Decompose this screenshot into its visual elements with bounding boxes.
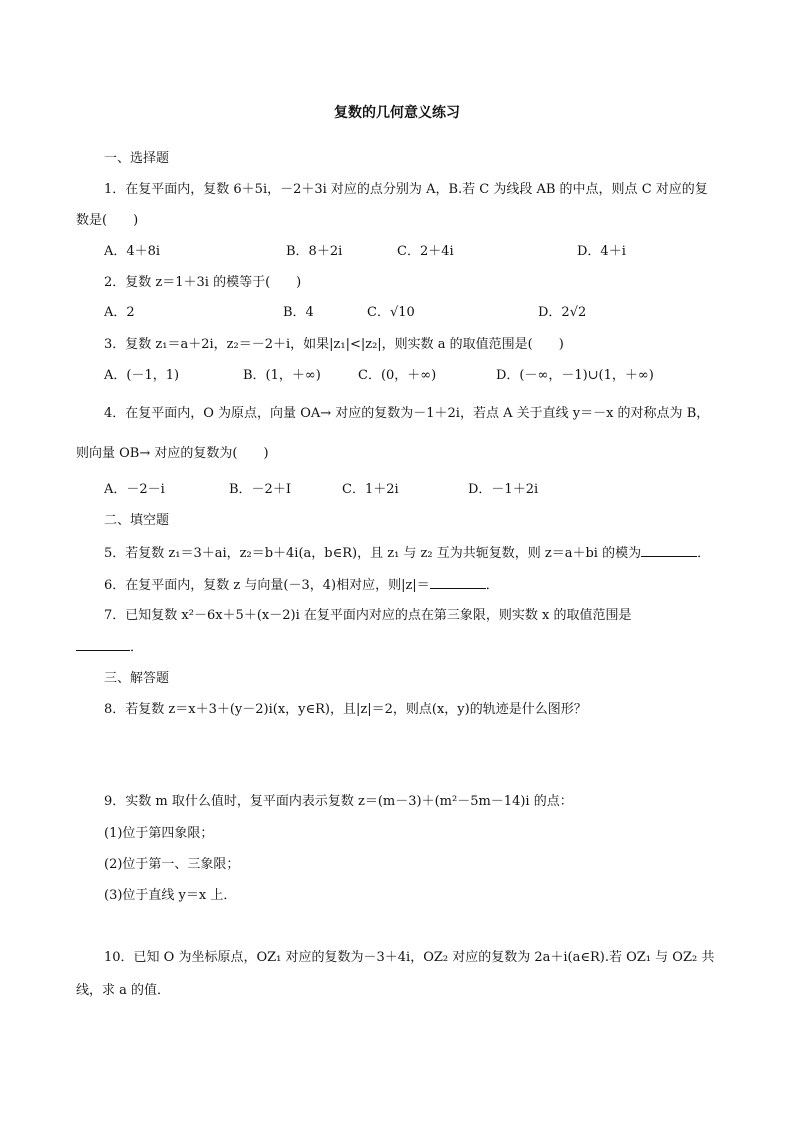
question-3-option-d: D．(－∞，－1)∪(1，＋∞) [496, 368, 654, 383]
question-4-line-1: 4．在复平面内，O 为原点，向量 OA→ 对应的复数为－1＋2i，若点 A 关于直线 y＝－x 的对称点为 B， [104, 406, 710, 421]
question-7-line-2 [76, 638, 143, 657]
question-3-option-b: B．(1，＋∞) [243, 368, 321, 383]
section-heading-choice: 一、选择题 [104, 151, 170, 166]
question-4-option-a: A．－2－i [104, 482, 165, 497]
question-6-end: ． [485, 578, 499, 593]
question-9-part-2: (2)位于第一、三象限； [104, 857, 240, 872]
question-9-part-1: (1)位于第四象限； [104, 826, 214, 841]
question-1-option-d: D．4＋i [577, 244, 626, 259]
answer-blank[interactable] [76, 638, 130, 651]
question-6 [104, 576, 499, 595]
answer-blank[interactable] [641, 544, 697, 557]
question-5-stem: 5．若复数 z₁＝3＋ai，z₂＝b＋4i(a，b∈R)，且 z₁ 与 z₂ 互为共轭复数，则 z＝a＋bi 的模为 [104, 546, 642, 561]
question-5-end: ． [697, 546, 711, 561]
question-1-line-1: 1．在复平面内，复数 6＋5i，－2＋3i 对应的点分别为 A，B.若 C 为线段 AB 的中点，则点 C 对应的复 [104, 182, 708, 197]
section-heading-answer: 三、解答题 [104, 671, 170, 686]
question-4-option-d: D．－1＋2i [468, 482, 539, 497]
question-9-stem: 9．实数 m 取什么值时，复平面内表示复数 z＝(m－3)＋(m²－5m－14)i 的点： [104, 794, 573, 809]
section-heading-fill: 二、填空题 [104, 513, 170, 528]
question-9-part-3: (3)位于直线 y＝x 上． [104, 888, 237, 903]
question-8-stem: 8．若复数 z＝x＋3＋(y－2)i(x，y∈R)，且|z|＝2，则点(x，y)的轨迹是什么图形？ [104, 702, 587, 717]
question-10-line-2: 线，求 a 的值． [76, 983, 171, 998]
answer-blank[interactable] [430, 576, 486, 589]
question-4-option-b: B．－2＋I [229, 482, 291, 497]
page-title: 复数的几何意义练习 [334, 105, 460, 121]
question-2-option-b: B．4 [283, 305, 314, 320]
question-3-option-a: A．(－1，1) [104, 368, 180, 383]
question-7-line-1: 7．已知复数 x²－6x＋5＋(x－2)i 在复平面内对应的点在第三象限，则实数 x 的取值范围是 [104, 608, 632, 623]
question-3-option-c: C．(0，＋∞) [358, 368, 437, 383]
question-7-end: ． [130, 640, 144, 655]
question-2-option-d: D．2√2 [538, 305, 587, 320]
question-1-option-a: A．4＋8i [104, 244, 161, 259]
question-1-option-c: C．2＋4i [397, 244, 454, 259]
question-10-line-1: 10．已知 O 为坐标原点，OZ₁ 对应的复数为－3＋4i，OZ₂ 对应的复数为 2a＋i(a∈R).若 OZ₁ 与 OZ₂ 共 [104, 950, 715, 965]
question-4-line-2: 则向量 OB→ 对应的复数为( ) [76, 446, 269, 461]
question-1-option-b: B．8＋2i [286, 244, 343, 259]
question-2-option-a: A．2 [104, 305, 135, 320]
question-1-line-2: 数是( ) [76, 213, 139, 228]
question-6-stem: 6．在复平面内，复数 z 与向量(－3，4)相对应，则|z|＝ [104, 578, 430, 593]
question-2-stem: 2．复数 z＝1＋3i 的模等于( ) [104, 275, 302, 290]
question-3-stem: 3．复数 z₁＝a＋2i，z₂＝－2＋i，如果|z₁|<|z₂|，则实数 a 的取值范围是( ) [104, 337, 564, 352]
question-2-option-c: C．√10 [367, 305, 415, 320]
question-5 [104, 544, 710, 563]
question-4-option-c: C．1＋2i [342, 482, 399, 497]
